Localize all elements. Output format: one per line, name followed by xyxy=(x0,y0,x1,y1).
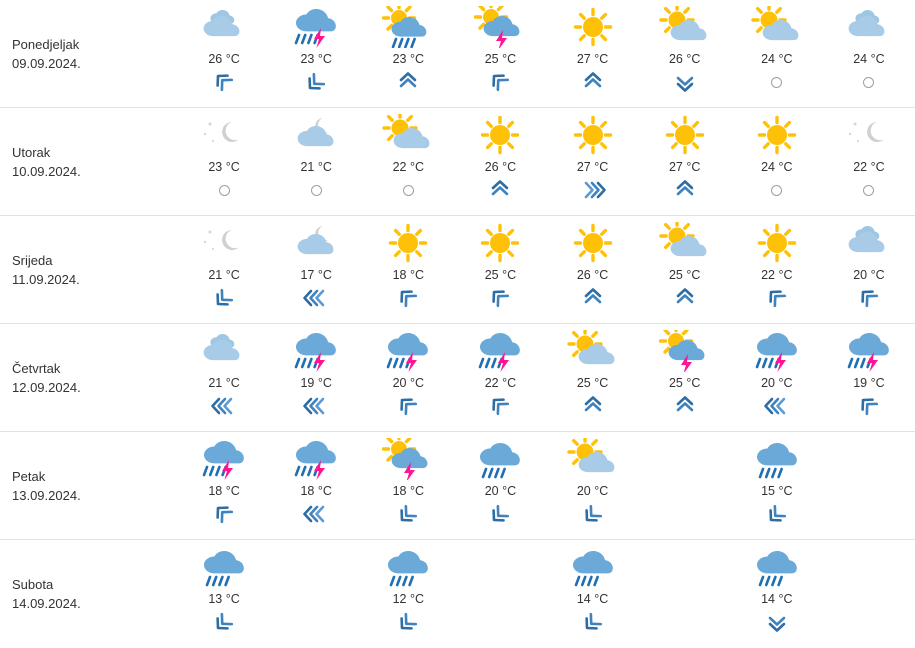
forecast-cell[interactable] xyxy=(731,432,823,539)
temperature-value: 22 °C xyxy=(853,160,885,174)
day-of-week: Utorak xyxy=(12,144,51,160)
temperature-value: 22 °C xyxy=(484,376,517,390)
temperature-value: 18 °C xyxy=(392,268,425,282)
forecast-cell[interactable] xyxy=(731,540,823,648)
calm-circle-icon xyxy=(403,180,414,200)
forecast-cell[interactable] xyxy=(178,540,270,648)
temperature-value: 21 °C xyxy=(300,160,332,174)
wind-arrows-icon xyxy=(768,396,786,416)
sun-behind-cloud-icon xyxy=(567,438,619,480)
temperature-value: 25 °C xyxy=(668,376,701,390)
temperature-value: 23 °C xyxy=(300,52,332,66)
forecast-day-row xyxy=(0,432,915,540)
temperature-value: 21 °C xyxy=(208,268,240,282)
temperature-value: 22 °C xyxy=(392,160,425,174)
forecast-cell[interactable] xyxy=(731,108,823,215)
sun-cloud-thunder-icon xyxy=(659,330,711,372)
forecast-cell[interactable] xyxy=(547,216,639,323)
wind-arrows-icon xyxy=(491,288,509,308)
forecast-cell[interactable] xyxy=(639,540,731,648)
rain-cloud-icon xyxy=(751,546,803,588)
forecast-cell[interactable] xyxy=(639,432,731,539)
calm-circle-icon xyxy=(771,180,782,200)
rain-cloud-icon xyxy=(198,546,250,588)
temperature-value: 22 °C xyxy=(761,268,793,282)
moon-behind-cloud-icon xyxy=(290,222,342,264)
temperature-value: 15 °C xyxy=(761,484,793,498)
hourly-cells xyxy=(178,0,915,107)
wind-arrows-icon xyxy=(307,288,325,308)
temperature-value: 17 °C xyxy=(300,268,332,282)
wind-arrows-icon xyxy=(584,180,602,200)
thunderstorm-icon xyxy=(843,330,895,372)
hourly-cells xyxy=(178,432,915,539)
forecast-cell[interactable] xyxy=(178,216,270,323)
wind-arrows-icon xyxy=(307,72,325,92)
cloud-icon xyxy=(198,330,250,372)
day-date: 13.09.2024. xyxy=(12,487,81,503)
sun-behind-cloud-icon xyxy=(382,114,434,156)
wind-arrows-icon xyxy=(491,504,509,524)
wind-arrows-icon xyxy=(307,504,325,524)
forecast-cell[interactable] xyxy=(823,324,915,431)
wind-arrows-icon xyxy=(399,396,417,416)
thunderstorm-icon xyxy=(290,330,342,372)
sun-behind-cloud-icon xyxy=(567,330,619,372)
temperature-value: 20 °C xyxy=(853,268,885,282)
temperature-value: 25 °C xyxy=(576,376,609,390)
day-of-week: Četvrtak xyxy=(12,360,61,376)
temperature-value: 14 °C xyxy=(576,592,609,606)
day-date: 09.09.2024. xyxy=(12,55,81,71)
hourly-cells xyxy=(178,540,915,648)
day-label xyxy=(0,0,178,107)
temperature-value: 14 °C xyxy=(761,592,793,606)
forecast-cell[interactable] xyxy=(731,324,823,431)
temperature-value: 26 °C xyxy=(668,52,701,66)
sun-icon xyxy=(474,114,526,156)
forecast-cell[interactable] xyxy=(178,0,270,107)
thunderstorm-icon xyxy=(751,330,803,372)
wind-arrows-icon xyxy=(399,612,417,632)
forecast-cell[interactable] xyxy=(270,216,362,323)
temperature-value: 19 °C xyxy=(300,376,332,390)
wind-arrows-icon xyxy=(399,504,417,524)
temperature-value: 25 °C xyxy=(668,268,701,282)
temperature-value: 23 °C xyxy=(392,52,425,66)
temperature-value: 19 °C xyxy=(853,376,885,390)
forecast-cell[interactable] xyxy=(547,540,639,648)
day-date: 11.09.2024. xyxy=(12,271,80,287)
forecast-cell[interactable] xyxy=(362,0,454,107)
sun-icon xyxy=(751,222,803,264)
temperature-value: 24 °C xyxy=(761,52,793,66)
temperature-value: 26 °C xyxy=(484,160,517,174)
thunderstorm-icon xyxy=(290,438,342,480)
forecast-cell[interactable] xyxy=(270,108,362,215)
temperature-value: 20 °C xyxy=(761,376,793,390)
wind-arrows-icon xyxy=(860,396,878,416)
sun-icon xyxy=(567,6,619,48)
forecast-cell[interactable] xyxy=(454,432,546,539)
forecast-cell[interactable] xyxy=(547,108,639,215)
day-label xyxy=(0,432,178,539)
rain-cloud-icon xyxy=(382,546,434,588)
wind-arrows-icon xyxy=(584,288,602,308)
forecast-cell[interactable] xyxy=(362,540,454,648)
forecast-cell[interactable] xyxy=(454,108,546,215)
wind-arrows-icon xyxy=(676,72,694,92)
forecast-cell[interactable] xyxy=(362,324,454,431)
day-of-week: Subota xyxy=(12,577,54,592)
wind-arrows-icon xyxy=(215,72,233,92)
calm-circle-icon xyxy=(863,180,874,200)
temperature-value: 12 °C xyxy=(392,592,425,606)
wind-arrows-icon xyxy=(584,396,602,416)
day-of-week: Petak xyxy=(12,468,46,484)
forecast-cell[interactable] xyxy=(454,324,546,431)
forecast-cell[interactable] xyxy=(454,216,546,323)
sun-icon xyxy=(567,222,619,264)
forecast-cell[interactable] xyxy=(362,216,454,323)
forecast-cell[interactable] xyxy=(547,324,639,431)
temperature-value: 23 °C xyxy=(208,160,240,174)
temperature-value: 27 °C xyxy=(668,160,701,174)
wind-arrows-icon xyxy=(215,396,233,416)
forecast-cell[interactable] xyxy=(178,108,270,215)
sun-cloud-rain-icon xyxy=(382,6,434,48)
temperature-value: 21 °C xyxy=(208,376,240,390)
hourly-cells xyxy=(178,216,915,323)
calm-circle-icon xyxy=(311,180,322,200)
sun-cloud-thunder-icon xyxy=(382,438,434,480)
forecast-cell[interactable] xyxy=(731,0,823,107)
day-of-week: Ponedjeljak xyxy=(12,36,80,52)
wind-arrows-icon xyxy=(676,396,694,416)
sun-icon xyxy=(474,222,526,264)
wind-arrows-icon xyxy=(676,288,694,308)
temperature-value: 13 °C xyxy=(208,592,240,606)
thunderstorm-icon xyxy=(474,330,526,372)
wind-arrows-icon xyxy=(860,288,878,308)
temperature-value: 20 °C xyxy=(484,484,517,498)
day-label xyxy=(0,108,178,215)
forecast-day-row xyxy=(0,216,915,324)
thunderstorm-icon xyxy=(290,6,342,48)
forecast-cell[interactable] xyxy=(362,432,454,539)
forecast-day-row xyxy=(0,324,915,432)
forecast-cell[interactable] xyxy=(823,108,915,215)
moon-behind-cloud-icon xyxy=(290,114,342,156)
calm-circle-icon xyxy=(863,72,874,92)
cloud-icon xyxy=(843,6,895,48)
rain-cloud-icon xyxy=(751,438,803,480)
forecast-cell[interactable] xyxy=(823,0,915,107)
temperature-value: 24 °C xyxy=(853,52,885,66)
forecast-cell[interactable] xyxy=(270,432,362,539)
moon-icon xyxy=(843,114,895,156)
forecast-day-row xyxy=(0,0,915,108)
forecast-cell[interactable] xyxy=(823,540,915,648)
forecast-cell[interactable] xyxy=(823,216,915,323)
wind-arrows-icon xyxy=(491,180,509,200)
wind-arrows-icon xyxy=(491,72,509,92)
wind-arrows-icon xyxy=(215,504,233,524)
temperature-value: 20 °C xyxy=(576,484,609,498)
temperature-value: 20 °C xyxy=(392,376,425,390)
forecast-cell[interactable] xyxy=(823,432,915,539)
temperature-value: 26 °C xyxy=(208,52,240,66)
thunderstorm-icon xyxy=(198,438,250,480)
sun-behind-cloud-icon xyxy=(751,6,803,48)
sun-icon xyxy=(659,114,711,156)
calm-circle-icon xyxy=(771,72,782,92)
forecast-cell[interactable] xyxy=(639,108,731,215)
forecast-cell[interactable] xyxy=(454,540,546,648)
temperature-value: 25 °C xyxy=(484,268,517,282)
temperature-value: 27 °C xyxy=(576,52,609,66)
day-of-week: Srijeda xyxy=(12,252,53,268)
wind-arrows-icon xyxy=(768,288,786,308)
day-label xyxy=(0,216,178,323)
wind-arrows-icon xyxy=(399,72,417,92)
sun-icon xyxy=(751,114,803,156)
calm-circle-icon xyxy=(219,180,230,200)
wind-arrows-icon xyxy=(215,612,233,632)
cloud-icon xyxy=(843,222,895,264)
forecast-cell[interactable] xyxy=(178,324,270,431)
forecast-cell[interactable] xyxy=(639,0,731,107)
forecast-cell[interactable] xyxy=(178,432,270,539)
forecast-day-row xyxy=(0,108,915,216)
hourly-cells xyxy=(178,108,915,215)
forecast-cell[interactable] xyxy=(731,216,823,323)
forecast-cell[interactable] xyxy=(362,108,454,215)
day-date: 14.09.2024. xyxy=(12,596,81,611)
forecast-cell[interactable] xyxy=(639,324,731,431)
forecast-cell[interactable] xyxy=(270,0,362,107)
forecast-cell[interactable] xyxy=(547,432,639,539)
rain-cloud-icon xyxy=(474,438,526,480)
temperature-value: 18 °C xyxy=(208,484,240,498)
temperature-value: 26 °C xyxy=(576,268,609,282)
day-label xyxy=(0,324,178,431)
sun-behind-cloud-icon xyxy=(659,222,711,264)
forecast-day-row xyxy=(0,540,915,648)
forecast-cell[interactable] xyxy=(270,540,362,648)
wind-arrows-icon xyxy=(768,612,786,632)
wind-arrows-icon xyxy=(491,396,509,416)
moon-icon xyxy=(198,222,250,264)
sun-icon xyxy=(567,114,619,156)
day-date: 12.09.2024. xyxy=(12,379,81,395)
forecast-cell[interactable] xyxy=(270,324,362,431)
wind-arrows-icon xyxy=(676,180,694,200)
hourly-cells xyxy=(178,324,915,431)
wind-arrows-icon xyxy=(584,612,602,632)
temperature-value: 24 °C xyxy=(761,160,793,174)
day-label xyxy=(0,540,178,648)
temperature-value: 18 °C xyxy=(300,484,332,498)
wind-arrows-icon xyxy=(768,504,786,524)
rain-cloud-icon xyxy=(567,546,619,588)
temperature-value: 18 °C xyxy=(392,484,425,498)
sun-cloud-thunder-icon xyxy=(474,6,526,48)
wind-arrows-icon xyxy=(215,288,233,308)
forecast-cell[interactable] xyxy=(639,216,731,323)
day-date: 10.09.2024. xyxy=(12,163,81,179)
forecast-cell[interactable] xyxy=(547,0,639,107)
sun-icon xyxy=(382,222,434,264)
wind-arrows-icon xyxy=(399,288,417,308)
temperature-value: 27 °C xyxy=(576,160,609,174)
moon-icon xyxy=(198,114,250,156)
wind-arrows-icon xyxy=(584,72,602,92)
sun-behind-cloud-icon xyxy=(659,6,711,48)
forecast-cell[interactable] xyxy=(454,0,546,107)
wind-arrows-icon xyxy=(584,504,602,524)
thunderstorm-icon xyxy=(382,330,434,372)
cloud-icon xyxy=(198,6,250,48)
wind-arrows-icon xyxy=(307,396,325,416)
temperature-value: 25 °C xyxy=(484,52,517,66)
